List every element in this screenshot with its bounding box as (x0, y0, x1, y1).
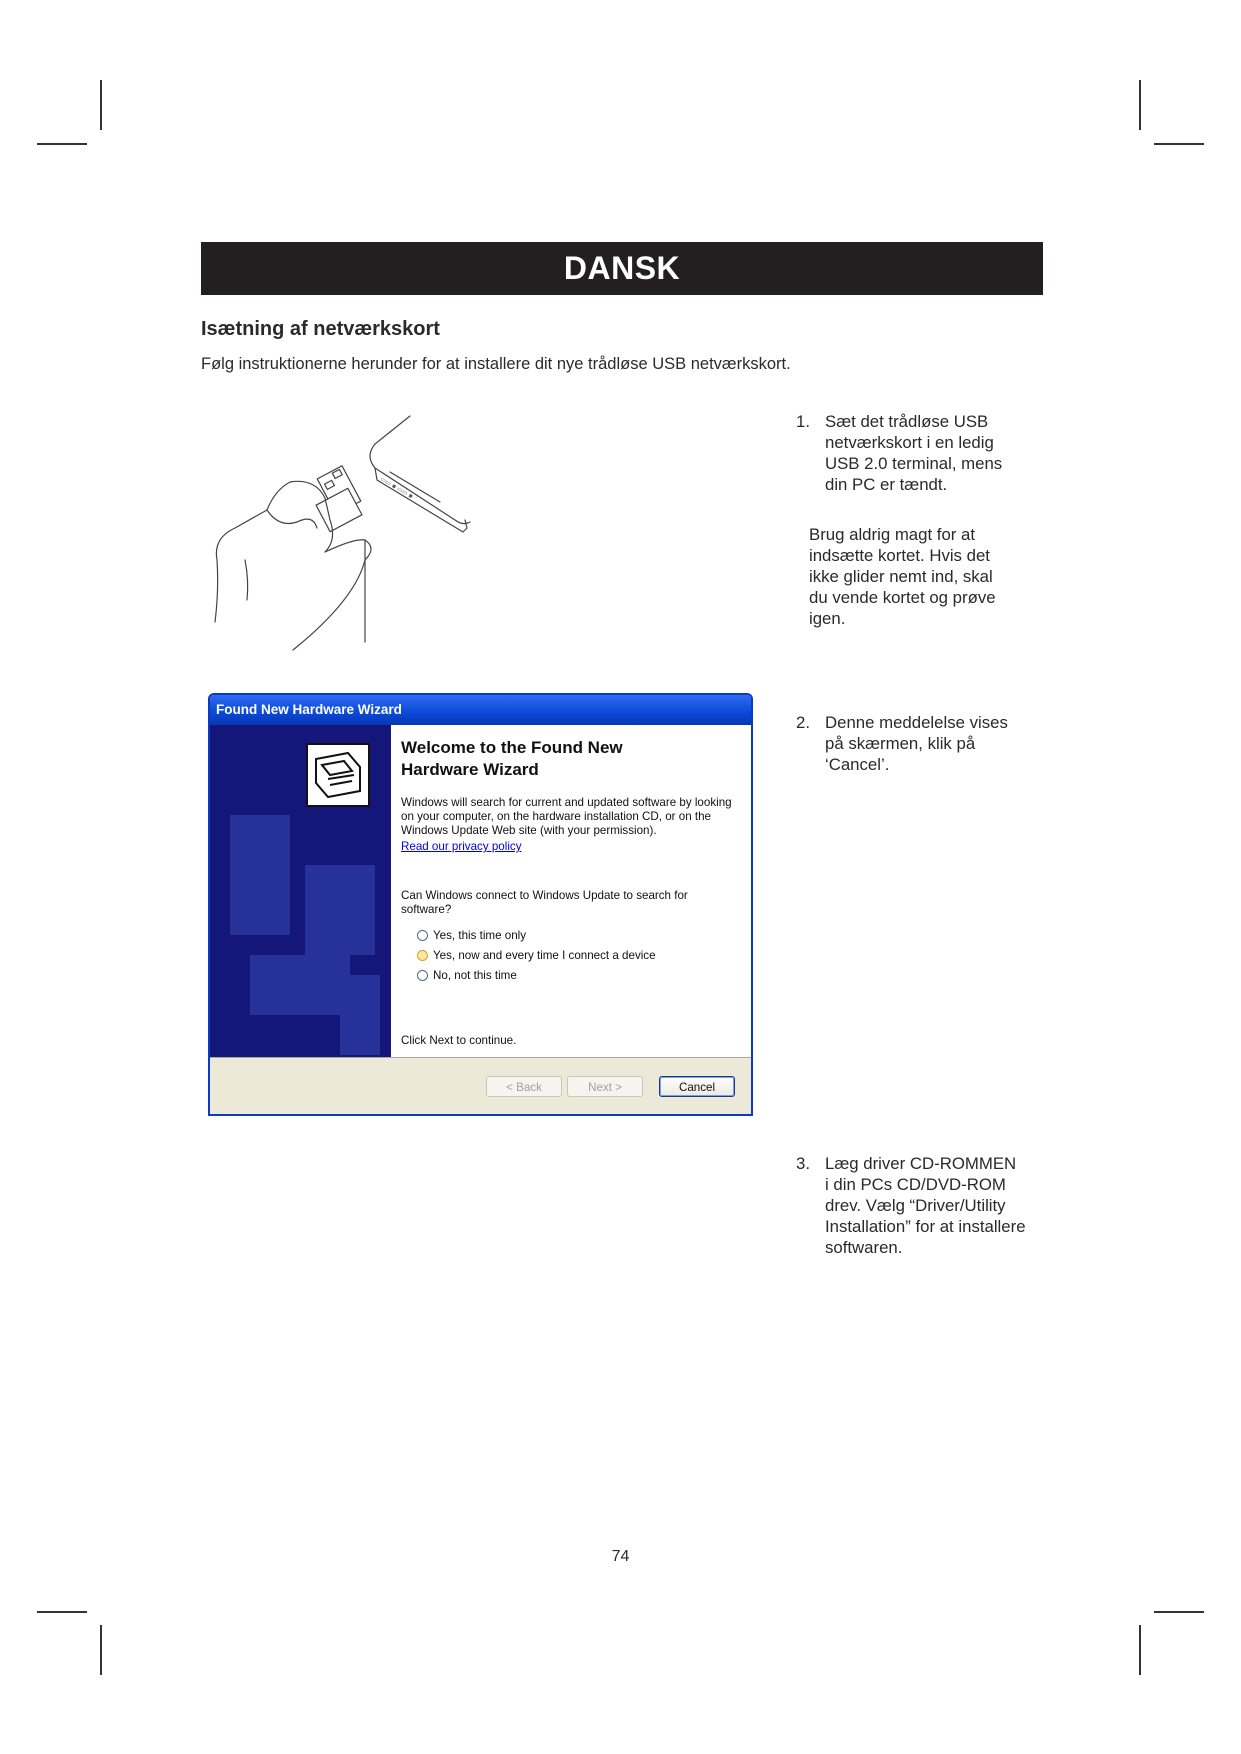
crop-mark (100, 80, 102, 130)
wizard-question: Can Windows connect to Windows Update to search for software? (401, 889, 688, 916)
radio-yes-every-time[interactable] (417, 949, 656, 962)
crop-mark (37, 143, 87, 145)
wizard-description: Windows will search for current and updated software by looking on your computer, on the hardware installation CD, or on the Windows Update Web site (with your permission). (401, 796, 732, 837)
radio-no-not-this-time[interactable] (417, 969, 517, 982)
radio-circle[interactable] (417, 950, 428, 961)
crop-mark (100, 1625, 102, 1675)
radio-circle[interactable] (417, 970, 428, 981)
step-number: 3. (796, 1154, 810, 1173)
section-heading: Isætning af netværkskort (201, 318, 440, 340)
radio-yes-this-time[interactable] (417, 929, 526, 942)
step-text: Læg driver CD-ROMMEN i din PCs CD/DVD-ROM drev. Vælg “Driver/Utility Installation” for at installere softwaren. (825, 1154, 1026, 1257)
wizard-heading: Welcome to the Found New Hardware Wizard (401, 738, 623, 779)
cancel-button[interactable]: Cancel (659, 1076, 735, 1097)
crop-mark (37, 1611, 87, 1613)
radio-label: Yes, this time only (433, 929, 527, 942)
crop-mark (1139, 80, 1141, 130)
radio-label: Yes, now and every time I connect a device (433, 949, 656, 962)
hardware-wizard-window (208, 693, 753, 1116)
step-text: Denne meddelelse vises på skærmen, klik på ‘Cancel’. (825, 713, 1008, 774)
wizard-button-bar (210, 1057, 751, 1114)
next-button[interactable]: Next > (567, 1076, 643, 1097)
language-banner: DANSK (201, 242, 1043, 295)
privacy-policy-link[interactable]: Read our privacy policy (401, 840, 522, 853)
crop-mark (1139, 1625, 1141, 1675)
caution-note: Brug aldrig magt for at indsætte kortet. Hvis det ikke glider nemt ind, skal du vende kortet og prøve igen. (809, 525, 996, 628)
continue-instruction: Click Next to continue. (401, 1034, 517, 1047)
hardware-icon (306, 743, 370, 807)
radio-circle[interactable] (417, 930, 428, 941)
back-button[interactable]: < Back (486, 1076, 562, 1097)
usb-insert-illustration (205, 410, 495, 660)
wizard-title-bar: Found New Hardware Wizard (210, 695, 751, 725)
wizard-content (391, 725, 751, 1058)
step-text: Sæt det trådløse USB netværkskort i en ledig USB 2.0 terminal, mens din PC er tændt. (825, 412, 1003, 494)
svg-text:▭▭ ▪ ▭▭ ▪: ▭▭ ▪ ▭▭ ▪ (379, 475, 415, 500)
page-number: 74 (611, 1548, 630, 1565)
step-number: 2. (796, 713, 810, 732)
intro-text: Følg instruktionerne herunder for at installere dit nye trådløse USB netværkskort. (201, 355, 791, 373)
crop-mark (1154, 143, 1204, 145)
wizard-side-panel (210, 725, 391, 1058)
radio-label: No, not this time (433, 969, 517, 982)
crop-mark (1154, 1611, 1204, 1613)
step-number: 1. (796, 412, 810, 431)
